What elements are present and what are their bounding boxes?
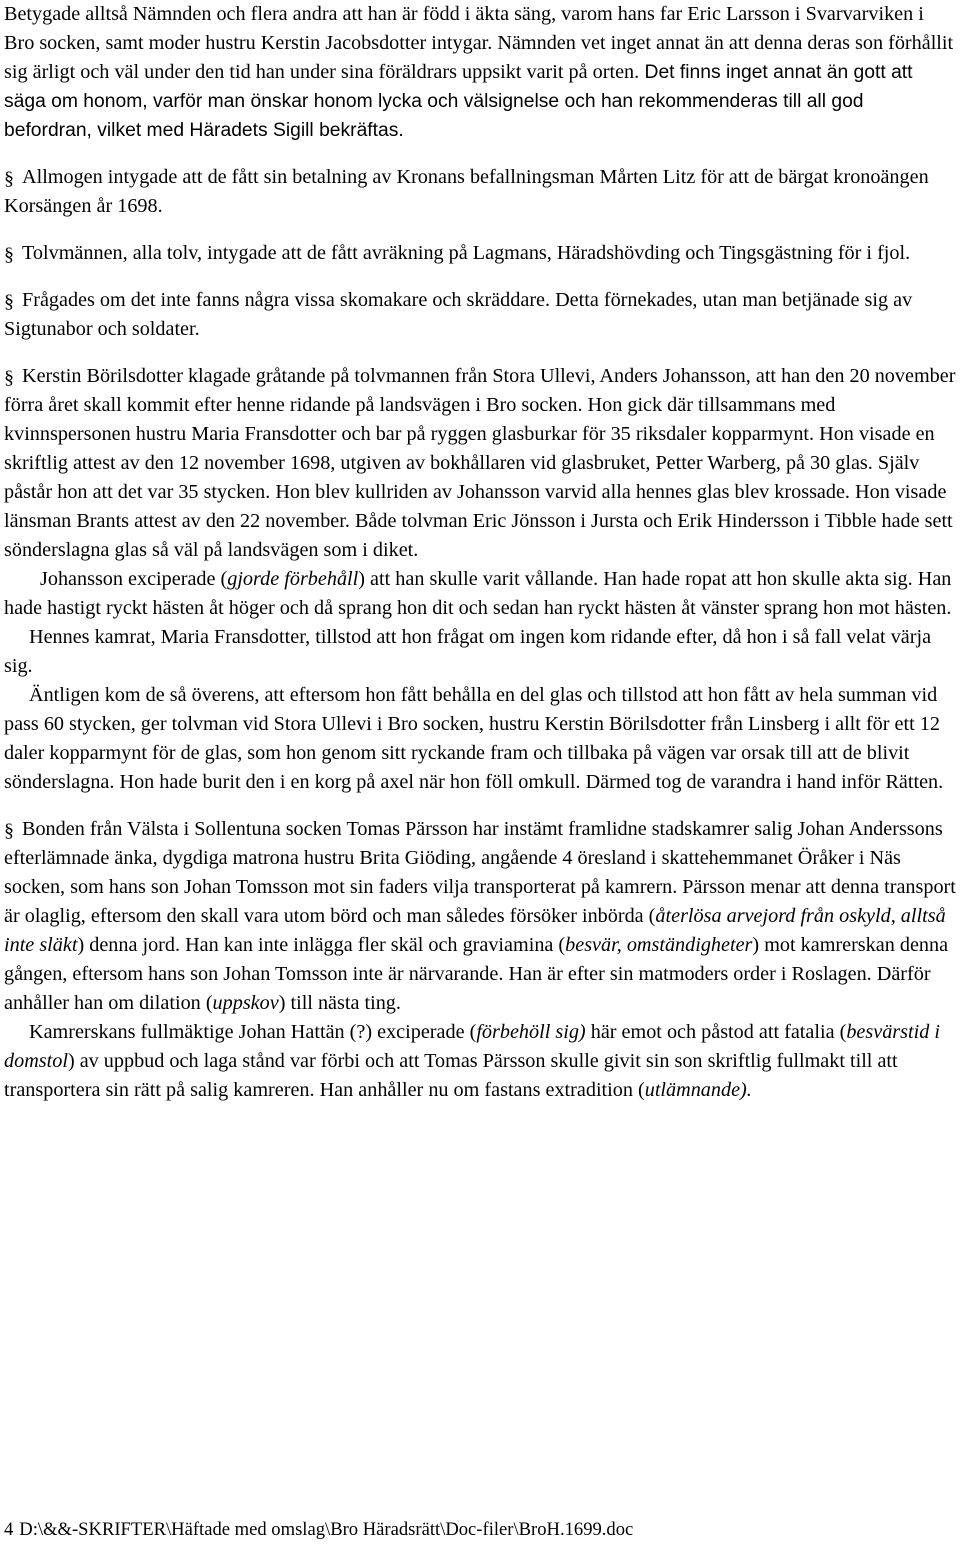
italic-gloss: återlösa arvejord från oskyld, alltså inte släkt (4, 905, 946, 956)
paragraph-maria-testimony (4, 623, 956, 681)
paragraph-text: här emot och påstod att fatalia ( (585, 1021, 847, 1043)
paragraph-text: ) till nästa ting. (278, 992, 401, 1014)
italic-gloss: besvär, omständigheter (565, 934, 753, 956)
paragraph-text: Hennes kamrat, Maria Fransdotter, tillstod att hon frågat om ingen kom ridande efter, då hon i så fall velat värja sig. (4, 626, 932, 677)
document-body (4, 0, 956, 1105)
paragraph-hattan-exception (4, 1018, 956, 1105)
section-mark-icon: § (4, 367, 14, 389)
paragraph-johansson-defense (4, 565, 956, 623)
paragraph-text: Kamrerskans fullmäktige Johan Hattän (?) exciperade ( (29, 1021, 477, 1043)
paragraph-text: Bonden från Välsta i Sollentuna socken Tomas Pärsson har instämt framlidne stadskamrer salig Johan Anderssons efterlämnade änka, dygdiga matrona hustru Brita Giöding, angående 4 öresland i skattehemmanet Öråker i Näs socken, som hans son Johan Tomsson mot sin faders vilja transporterat på kamrern. Pärsson menar att denna transport är olaglig, eftersom den skall vara utom börd och man således försöker inbörda ( (4, 818, 956, 927)
paragraph-text-sans: Det finns inget annat än gott att säga om honom, varför man önskar honom lycka och välsignelse och han rekommenderas till all god befordran, vilket med Häradets Sigill bekräftas. (4, 62, 913, 141)
paragraph-text: Kerstin Börilsdotter klagade gråtande på tolvmannen från Stora Ullevi, Anders Johansson, att han den 20 november förra året skall kommit efter henne ridande på landsvägen i Bro socken. Hon gick där tillsammans med kvinnspersonen hustru Maria Fransdotter och bar på ryggen glasburkar för 35 riksdaler kopparmynt. Hon visade en skriftlig attest av den 12 november 1698, utgiven av bokhållaren vid glasbruket, Petter Warberg, på 30 glas. Själv påstår hon att det var 35 stycken. Hon blev kullriden av Johansson varvid alla hennes glas blev krossade. Hon visade länsman Brants attest av den 22 november. Både tolvman Eric Jönsson i Jursta och Erik Hindersson i Tibble hade sett sönderslagna glas så väl på landsvägen som i diket. (4, 365, 956, 561)
paragraph-text: ) denna jord. Han kan inte inlägga fler skäl och graviamina ( (77, 934, 566, 956)
paragraph-settlement (4, 681, 956, 797)
file-path: D:\&&-SKRIFTER\Häftade med omslag\Bro Häradsrätt\Doc-filer\BroH.1699.doc (19, 1519, 634, 1540)
paragraph-text: ) att han skulle varit vållande. Han hade ropat att hon skulle akta sig. Han hade hastigt ryckt hästen åt höger och då sprang hon dit och sedan han ryckt hästen åt vänster sprang hon mot hästen. (4, 568, 952, 619)
paragraph-birth-certificate (4, 0, 956, 145)
page-footer (4, 1519, 633, 1541)
paragraph-text: Allmogen intygade att de fått sin betalning av Kronans befallningsman Mårten Litz för att de bärgat kronoängen Korsängen år 1698. (4, 166, 929, 217)
paragraph-kerstin-complaint (4, 362, 956, 565)
italic-gloss: besvärstid i domstol (4, 1021, 940, 1072)
section-mark-icon: § (4, 291, 14, 313)
paragraph-text: ) mot kamrerskan denna gången, eftersom hans son Johan Tomsson inte är närvarande. Han är efter sin matmoders order i Roslagen. Därför anhåller han om dilation ( (4, 934, 949, 1014)
paragraph-text: Betygade alltså Nämnden och flera andra att han är född i äkta säng, varom hans far Eric Larsson i Svarvarviken i Bro socken, samt moder hustru Kerstin Jacobsdotter intygar. Nämnden vet inget annat än att denna deras son förhållit sig ärligt och väl under den tid han under sina föräldrars uppsikt varit på orten. (4, 3, 954, 83)
italic-gloss: utlämnande). (644, 1079, 752, 1101)
section-mark-icon: § (4, 244, 14, 266)
paragraph-text: Äntligen kom de så överens, att eftersom hon fått behålla en del glas och tillstod att hon fått av hela summan vid pass 60 stycken, ger tolvman vid Stora Ullevi i Bro socken, hustru Kerstin Börilsdotter från Linsberg i allt för ett 12 daler kopparmynt för de glas, som hon genom sitt ryckande fram och tillbaka på vägen var orsak till att de blivit sönderslagna. Hon hade burit den i en korg på axel när hon föll omkull. Därmed tog de varandra i hand inför Rätten. (4, 684, 944, 793)
paragraph-text: ) av uppbud och laga stånd var förbi och att Tomas Pärsson skulle givit sin son skriftlig fullmakt till att transportera sin rätt på salig kamreren. Han anhåller nu om fastans extradition ( (4, 1050, 898, 1101)
italic-gloss: uppskov (212, 992, 279, 1014)
paragraph-allmogen (4, 163, 956, 221)
paragraph-skomakare (4, 286, 956, 344)
paragraph-text: Johansson exciperade ( (40, 568, 228, 590)
paragraph-text: Frågades om det inte fanns några vissa skomakare och skräddare. Detta förnekades, utan man betjänade sig av Sigtunabor och soldater. (4, 289, 913, 340)
paragraph-tomas-parsson (4, 815, 956, 1018)
paragraph-tolvmannen (4, 239, 956, 268)
paragraph-text: Tolvmännen, alla tolv, intygade att de fått avräkning på Lagmans, Häradshövding och Tingsgästning för i fjol. (22, 242, 911, 264)
italic-gloss: förbehöll sig) (476, 1021, 586, 1043)
page-number: 4 (4, 1519, 14, 1540)
italic-gloss: gjorde förbehåll (227, 568, 359, 590)
section-mark-icon: § (4, 168, 14, 190)
section-mark-icon: § (4, 820, 14, 842)
